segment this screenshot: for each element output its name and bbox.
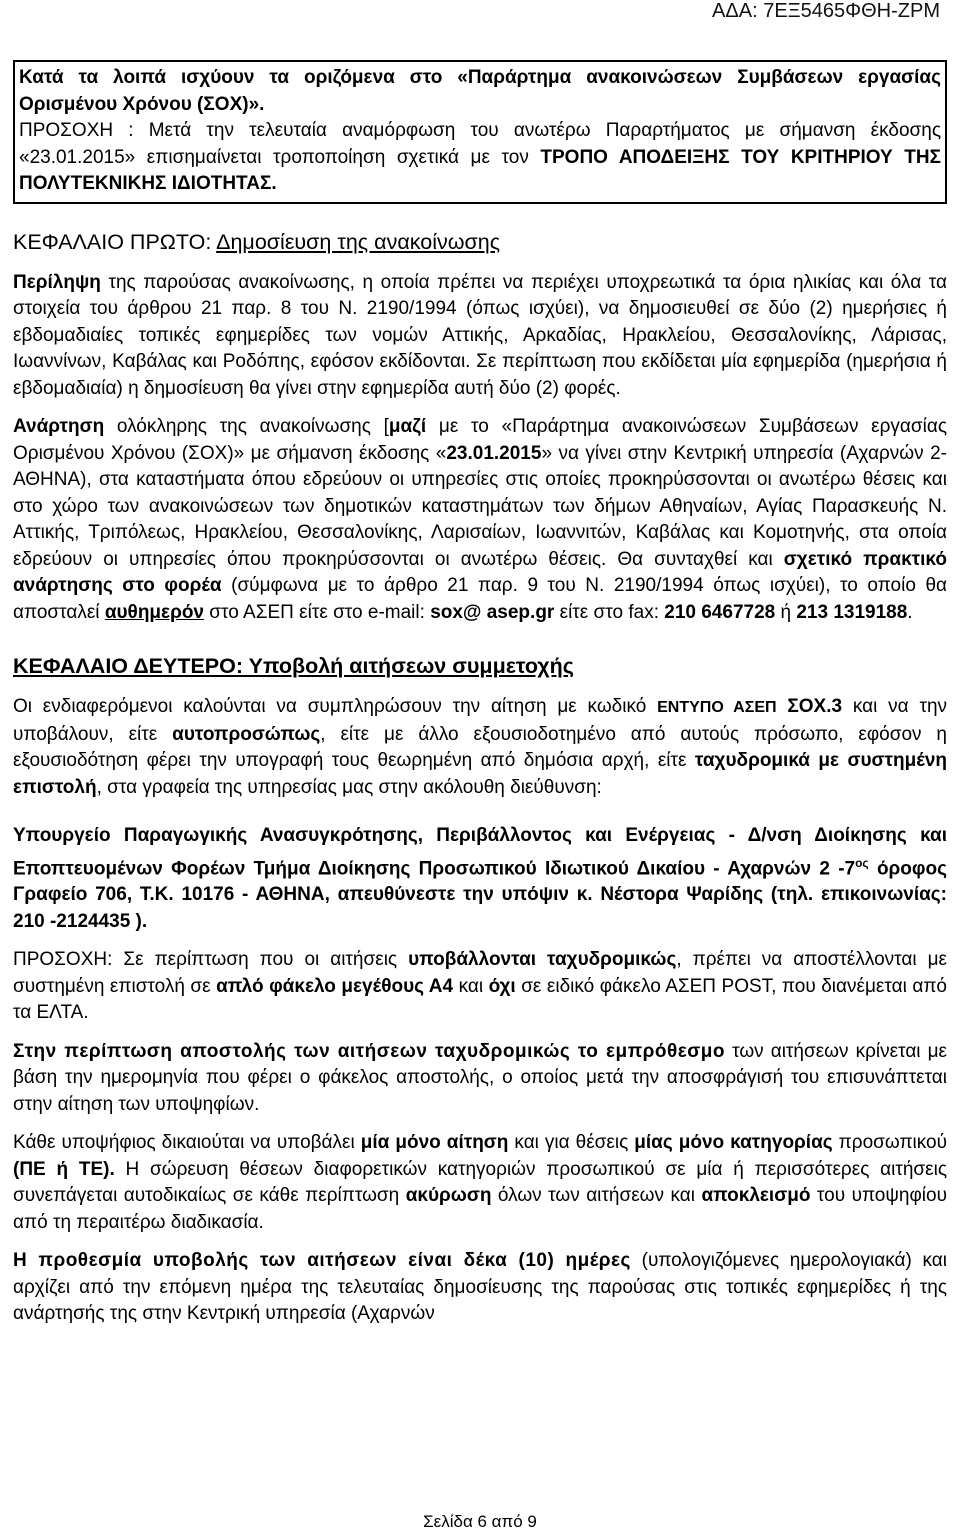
posting-fax-1: 210 6467728 [664, 601, 776, 623]
summary-paragraph [13, 270, 947, 403]
attention-text-1: Σε περίπτωση που οι αιτήσεις [112, 949, 409, 971]
single-text-5: όλων των αιτήσεων και [491, 1185, 702, 1207]
posting-keyword: Ανάρτηση [13, 416, 105, 437]
attention-text-4: σε ειδικό φάκελο ΑΣΕΠ POST, που διανέμεται από τα ΕΛΤΑ. [13, 975, 947, 1024]
deadline-paragraph [13, 1248, 947, 1328]
single-text-3: προσωπικού [832, 1132, 947, 1154]
single-text-1: Κάθε υποψήφιος δικαιούται να υποβάλει [13, 1132, 361, 1154]
address-sup: ος [855, 855, 869, 870]
application-form-code: ΣΟΧ.3 [776, 696, 843, 717]
chapter-one-label: ΚΕΦΑΛΑΙΟ ΠΡΩΤΟ: [13, 229, 217, 254]
address-paragraph [13, 823, 947, 935]
single-cancellation: ακύρωση [405, 1185, 492, 1207]
document-body [13, 60, 947, 1340]
single-exclusion: αποκλεισμό [701, 1185, 811, 1207]
timeliness-bold: Στην περίπτωση αποστολής των αιτήσεων ταχυδρομικώς το εμπρόθεσμο [13, 1040, 726, 1062]
chapter-one-title [13, 228, 947, 256]
single-one-category: μίας μόνο κατηγορίας [634, 1132, 833, 1154]
posting-text-1: ολόκληρης της ανακοίνωσης [ [104, 416, 389, 437]
attention-text-3: και [453, 975, 489, 997]
attention-label: ΠΡΟΣΟΧΗ: [13, 949, 113, 971]
application-in-person: αυτοπροσώπως [172, 723, 321, 745]
summary-text: της παρούσας ανακοίνωσης, η οποία πρέπει να περιέχει υποχρεωτικά τα όρια ηλικίας και όλα τα στοιχεία του άρθρου 21 παρ. 8 του Ν. 2190/1994 (όπως ισχύει), να δημοσιευθεί σε δύο (2) ημερήσιες ή εβδομαδιαίες τοπικές εφημερίδες των νομών Αττικής, Αρκαδίας, Ηρακλείου, Θεσσαλονίκης, Λάρισας, Ιωαννίνων, Καβάλας και Ροδόπης, εφόσον εκδίδονται. Σε περίπτωση που εκδίδεται μία εφημερίδα (ημερήσια ή εβδομαδιαία) η δημοσίευση θα γίνει στην εφημερίδα αυτή δύο (2) φορές. [13, 271, 947, 399]
single-text-2: και για θέσεις [508, 1132, 635, 1154]
notice-line-2-text: ΠΡΟΣΟΧΗ : Μετά την τελευταία αναμόρφωση του ανωτέρω Παραρτήματος με σήμανση έκδοσης «23.01.2015» επισημαίνεται τροποποίηση σχετικά με τον [19, 120, 941, 168]
address-text-1: Υπουργείο Παραγωγικής Ανασυγκρότησης, Περιβάλλοντος και Ενέργειας - Δ/νση Διοίκησης και Εποπτευομένων Φορέων Τμήμα Διοίκησης Προσωπικού Ιδιωτικού Δικαίου - Αχαρνών 2 -7 [13, 825, 947, 879]
posting-text-8: . [907, 601, 913, 623]
single-one-application: μία μόνο αίτηση [360, 1132, 509, 1154]
posting-fax-2: 213 1319188 [796, 601, 908, 623]
application-form-label: ΕΝΤΥΠΟ ΑΣΕΠ [657, 699, 777, 716]
single-text-6: του υποψηφίου από τη περαιτέρω διαδικασία. [13, 1185, 947, 1233]
application-text-2: και να την υποβάλουν, είτε [13, 696, 948, 745]
timeliness-paragraph [13, 1039, 947, 1119]
attention-envelope: απλό φάκελο μεγέθους Α4 [216, 975, 454, 997]
single-categories: (ΠΕ ή ΤΕ). [13, 1158, 115, 1180]
posting-same-day: αυθημερόν [104, 601, 204, 623]
posting-text-7: ή [775, 601, 797, 623]
posting-email: sox@ asep.gr [430, 601, 555, 623]
deadline-bold: Η προθεσμία υποβολής των αιτήσεων είναι δέκα (10) ημέρες [13, 1250, 631, 1272]
posting-paragraph [13, 414, 947, 626]
document-id: ΑΔΑ: 7ΕΞ5465ΦΘΗ-ΖΡΜ [712, 0, 940, 22]
attention-not: όχι [488, 975, 516, 997]
posting-record: σχετικό πρακτικό ανάρτησης στο φορέα [13, 548, 947, 596]
posting-issue-date: 23.01.2015 [446, 442, 542, 464]
chapter-one-subject: Δημοσίευση της ανακοίνωσης [216, 229, 501, 254]
notice-line-2 [19, 118, 941, 198]
notice-box [13, 60, 947, 204]
notice-line-2-bold: ΤΡΟΠΟ ΑΠΟΔΕΙΞΗΣ ΤΟΥ ΚΡΙΤΗΡΙΟΥ ΤΗΣ ΠΟΛΥΤΕΚΝΙΚΗΣ ΙΔΙΟΤΗΤΑΣ. [19, 146, 941, 194]
posting-text-4: (σύμφωνα με το άρθρο 21 παρ. 9 του Ν. 2190/1994 όπως ισχύει), το οποίο θα αποσταλεί [13, 575, 947, 623]
application-text-1: Οι ενδιαφερόμενοι καλούνται να συμπληρώσουν την αίτηση με κωδικό [13, 696, 658, 717]
summary-keyword: Περίληψη [13, 271, 101, 293]
attention-by-post: υποβάλλονται ταχυδρομικώς [408, 949, 677, 971]
attention-text-2: , πρέπει να αποστέλλονται με συστημένη επιστολή σε [13, 949, 947, 997]
posting-text-5: στο ΑΣΕΠ είτε στο e-mail: [204, 601, 431, 623]
timeliness-text: των αιτήσεων κρίνεται με βάση την ημερομηνία που φέρει ο φάκελος αποστολής, ο οποίος μετά την αποσφράγισή του επισυνάπτεται στην αίτηση των υποψηφίων. [13, 1040, 948, 1115]
page-number: Σελίδα 6 από 9 [423, 1512, 537, 1531]
posting-together: μαζί [388, 416, 427, 437]
address-text-2: όροφος Γραφείο 706, Τ.Κ. 10176 - ΑΘΗΝΑ, απευθύνεστε την υπόψιν κ. Νέστορα Ψαρίδης (τηλ. επικοινωνίας: 210 -2124435 ). [13, 857, 947, 932]
application-text-3: , είτε με άλλο εξουσιοδοτημένο από αυτούς πρόσωπο, εφόσον η εξουσιοδότηση φέρει την υπογραφή τους θεωρημένη από δημόσια αρχή, είτε [13, 723, 947, 771]
single-text-4: Η σώρευση θέσεων διαφορετικών κατηγοριών προσωπικού σε μία ή περισσότερες αιτήσεις συνεπάγεται αυτοδικαίως σε κάθε περίπτωση [13, 1158, 947, 1207]
application-text-4: , στα γραφεία της υπηρεσίας μας στην ακόλουθη διεύθυνση: [96, 776, 602, 798]
notice-line-1: Κατά τα λοιπά ισχύουν τα οριζόμενα στο «Παράρτημα ανακοινώσεων Συμβάσεων εργασίας Ορισμένου Χρόνου (ΣΟΧ)». [19, 67, 941, 115]
application-paragraph [13, 694, 947, 801]
posting-text-6: είτε στο fax: [554, 601, 665, 623]
attention-paragraph [13, 947, 947, 1027]
deadline-text: (υπολογιζόμενες ημερολογιακά) και αρχίζει από την επόμενη ημέρα της τελευταίας δημοσίευσης της παρούσας στις τοπικές εφημερίδες ή της ανάρτησής της στην Κεντρική υπηρεσία (Αχαρνών [13, 1250, 947, 1325]
posting-text-2: με το «Παράρτημα ανακοινώσεων Συμβάσεων εργασίας Ορισμένου Χρόνου (ΣΟΧ)» με σήμανση έκδοσης « [13, 416, 947, 464]
single-application-paragraph [13, 1130, 947, 1236]
chapter-two-title: ΚΕΦΑΛΑΙΟ ΔΕΥΤΕΡΟ: Υποβολή αιτήσεων συμμετοχής [13, 654, 574, 678]
posting-text-3: » να γίνει στην Κεντρική υπηρεσία (Αχαρνών 2-ΑΘΗΝΑ), στα καταστήματα όπου εδρεύουν οι υπηρεσίες στις οποίες προκηρύσσονται οι ανωτέρω θέσεις και στο χώρο των ανακοινώσεων των δημοτικών καταστημάτων των δήμων Αθηναίων, Αγίας Παρασκευής Ν. Αττικής, Τριπόλεως, Ηρακλείου, Θεσσαλονίκης, Λαρισαίων, Ιωαννιτών, Καβάλας και Κομοτηνής, στα οποία εδρεύουν οι υπηρεσίες όπου προκηρύσσονται οι ανωτέρω θέσεις. Θα συνταχθεί και [13, 442, 947, 570]
application-by-mail: ταχυδρομικά με συστημένη επιστολή [13, 750, 947, 798]
